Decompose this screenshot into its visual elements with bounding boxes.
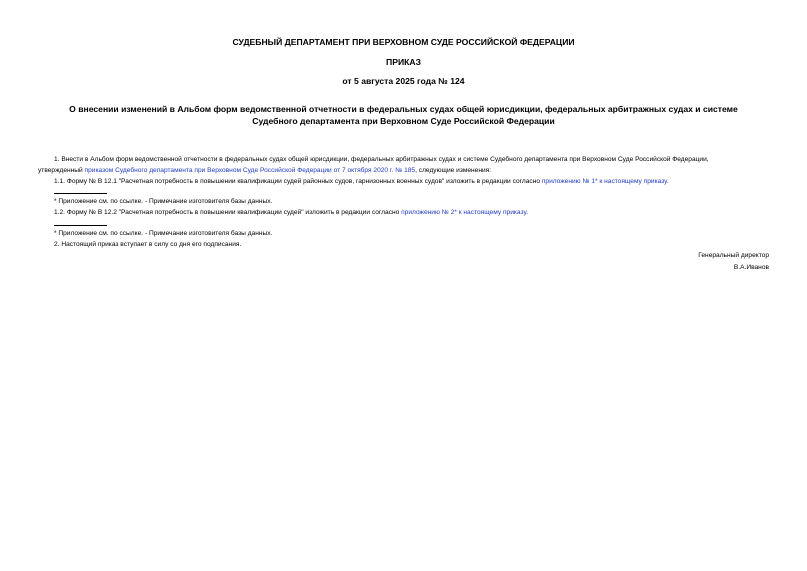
document-type: ПРИКАЗ bbox=[386, 57, 421, 67]
footnote-2: * Приложение см. по ссылке. - Примечание изготовителя базы данных. bbox=[54, 230, 273, 237]
item-1-1 bbox=[38, 176, 785, 187]
signature-position: Генеральный директор bbox=[698, 252, 769, 259]
appendix-2-link[interactable]: приложению № 2* к настоящему приказу bbox=[401, 209, 527, 216]
item-1-line-2-tail: , следующие изменения: bbox=[415, 167, 492, 174]
footnote-divider bbox=[54, 225, 107, 226]
item-1-line-2-text: утвержденный bbox=[38, 167, 85, 174]
appendix-1-link[interactable]: приложению № 1* к настоящему приказу bbox=[541, 178, 667, 185]
document-date-number: от 5 августа 2025 года № 124 bbox=[342, 76, 465, 86]
document-title bbox=[40, 104, 767, 127]
department-heading: СУДЕБНЫЙ ДЕПАРТАМЕНТ ПРИ ВЕРХОВНОМ СУДЕ РОССИЙСКОЙ ФЕДЕРАЦИИ bbox=[232, 37, 575, 47]
item-1-line-1: 1. Внести в Альбом форм ведомственной отчетности в федеральных судах общей юрисдикции, федеральных арбитражных судах и системе Судебного департамента при Верховном Суде Российской Федерации, bbox=[54, 156, 709, 163]
item-2: 2. Настоящий приказ вступает в силу со дня его подписания. bbox=[54, 241, 242, 248]
item-1-2-text: 1.2. Форму № В 12.2 "Расчетная потребность в повышении квалификации судей" изложить в редакции согласно bbox=[54, 209, 402, 216]
document-title-line-1: О внесении изменений в Альбом форм ведомственной отчетности в федеральных судах общей юрисдикции, федеральных арбитражных судах и системе bbox=[69, 104, 738, 114]
item-1-1-text: 1.1. Форму № В 12.1 "Расчетная потребность в повышении квалификации судей районных судов, гарнизонных военных судов" изложить в редакции согласно bbox=[54, 178, 542, 185]
item-1-2-tail: . bbox=[526, 209, 528, 216]
item-1-line-2 bbox=[38, 165, 769, 176]
footnote-divider bbox=[54, 193, 107, 194]
footnote-1: * Приложение см. по ссылке. - Примечание изготовителя базы данных. bbox=[54, 198, 273, 205]
order-185-link[interactable]: приказом Судебного департамента при Верховном Суде Российской Федерации от 7 октября 2020 г. № 185 bbox=[84, 167, 416, 174]
signature-name: В.А.Иванов bbox=[733, 264, 769, 271]
item-1-2 bbox=[38, 207, 785, 218]
item-1-1-tail: . bbox=[666, 178, 669, 185]
document-title-line-2: Судебного департамента при Верховном Суде Российской Федерации bbox=[252, 115, 555, 126]
